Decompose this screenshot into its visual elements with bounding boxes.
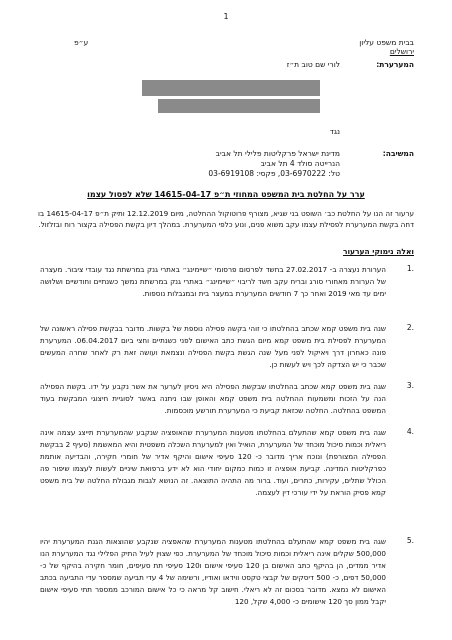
versus-label: נגד <box>329 127 340 136</box>
document-title: ערר על החלטת בית המשפט המחוזי ת״פ 14615-04-17 שלא לפסול עצמו <box>87 190 365 199</box>
respondent-label: המשיבה: <box>382 149 414 158</box>
paragraph-number: 3. <box>406 381 414 390</box>
redacted-block <box>142 80 320 96</box>
paragraph-text: שגה בית משפט קמא שהתעלם בהחלטתו מטענות המערערת שהאופציה שנקבע שהמערערת תייצג עצמה אינה ריאלית וכמות סיכול מוכחד של המערערת, הואיל ואין למערערת השכלה משפטית והיא המאשמת (סעיף 2 בבקשת הפסילה המצורפת) ונוכח אריך מדובר כ- 120 סעיפי אישום והיקף אדיר של חומרי חקירה, והבדיעה אותמת כפרקליטות המדינה. קביעת אופציה זו כמות כמקום יחודי הוא לא ידע ברפואת שיניים לעשות לעצמו שיפור פה הכולל שתלים, עקירות, כתרים, ועוד. ברור מה התהיה התוצאה. זה הנושא לגבות מגבולת החלטה של בית משפט קמא פסיק הוראת על ידי עורכי דין לעצמה. <box>40 428 387 497</box>
paragraph-text: שגה בית משפט קמא שהתעלם בהחלטתו מטענות המערערת שהאפציה שנקבע שהוצאות הגנת המערערת יהיו 500,000 שקלים אינה ריאלית וכמות סיכול מוכחד של המערערת. כפי שצוין לעיל התיק הפלילי נגד המערערת הנו אדיר ממדים, הן בהיקף כתב האישום בן 120 סעיפי אישום ו120 סעיפי תת סעיפים, חומר חקירה בהיקף של כ- 50,000 דפים, כ- 500 דיסקים של קבצי טקסט ווידאו ואודיו, ורשימה של 4 עדי תביעה שמספר עדי התביעה בכתב האישום לא נמצא. מדובר בסכום זה לא ריאלי. חישוב קל מראה כי כל אישום המורכב ממספר תתי סעיפי אישום יקבל ממון סך 120 אישומים כ- 4,000 שקל, 120 <box>40 537 386 606</box>
paragraph-number: 4. <box>406 427 414 436</box>
court-header <box>359 38 414 56</box>
paragraph-text: שנה בית משפט קמא שכתב בהחלטתו כי זוהי בקשה פסילה נוספת של בקשות. מדובר בבקשת פסילה ראשונה של המערערת לפסילת בית משפט קמא מיום הגשת כתב האישום לפני כשנתיים וחצי ביום 06.04.2017. המערערת פונה כאחרון דרך ויאיקול לפני מעל שנה הגשת בקשת הפסילה ונצמאת ועושה זאת רק לאחר שחרה המעשים שכבר כי יש הצדקה לכך ויש לעשות כן. <box>40 324 386 369</box>
appeal-ref: ע״פ <box>74 38 89 47</box>
intro-paragraph: ערעור זה הנו על החלטת כב׳ השופט בני שגיא, מצורף פרוטוקול ההחלטה, מיום 12.12.2019 ותיק ת״פ 14615-04-17 בו דחה בקשת המערערת לפסילת עצמו עקב משוא פנים, ונוע כלפי המערערת. במהלך דיון בקשת הפסילה בקצור רוח ובזלזול. <box>38 209 415 229</box>
paragraph-number: 5. <box>406 536 414 545</box>
respondent-address: הנרייטה סולד 4 תל אביב <box>260 159 340 168</box>
paragraph-text: הערורת נעצרה ב- 27.02.2017 בחשד לפרסום פרסומי ״שיימינג״ באתרי גנק במרשתת נגד עובדי ציבור. מעצרה של הערורת מאחורי סורג ובריח עקב חשד לריבוי ״שיימינג״ באתרי גנק במרשתת נמשך כשנתיים וחודשיים ושלושה ימים עד מאי 2019 ואחר כך 7 חודשים המערערת במעצר בית ובמגבלות נוספות. <box>40 265 386 298</box>
redacted-block <box>158 99 320 113</box>
appellant-label: המערערת: <box>376 60 414 69</box>
court-city: ירושלים <box>389 47 414 56</box>
paragraph-number: 1. <box>406 264 414 273</box>
section-heading: ואלה נימוקי הערעור <box>342 247 414 256</box>
court-name: בבית משפט עליון <box>359 38 414 47</box>
appellant-name: לורי שם טוב ת״ז <box>286 60 340 69</box>
paragraph-number: 2. <box>406 323 414 332</box>
respondent-name: מדינת ישראל פרקליטות פלילי תל אביב <box>215 149 340 158</box>
page-number: 1 <box>223 12 229 21</box>
respondent-contact: טל: 03-6970222, פקסי: 03-6919108 <box>208 169 340 178</box>
paragraph-text: שגה בית משפט קמא שכתב בהחלטתו שבקשת הפסילה היא ניסיון לערער את אשר נקבע על ידו. בקשת הפסילה הנה על הזכות ומשמעות ההחלטה בית משפט קמא והאופן שבו ניתנה באשר לסוגיית חיצוגי המבקשת בעוד המשפט בהחלטה. החלטה שכזאת קביעת כי המערערת תורשע מוכסמות. <box>40 382 386 415</box>
